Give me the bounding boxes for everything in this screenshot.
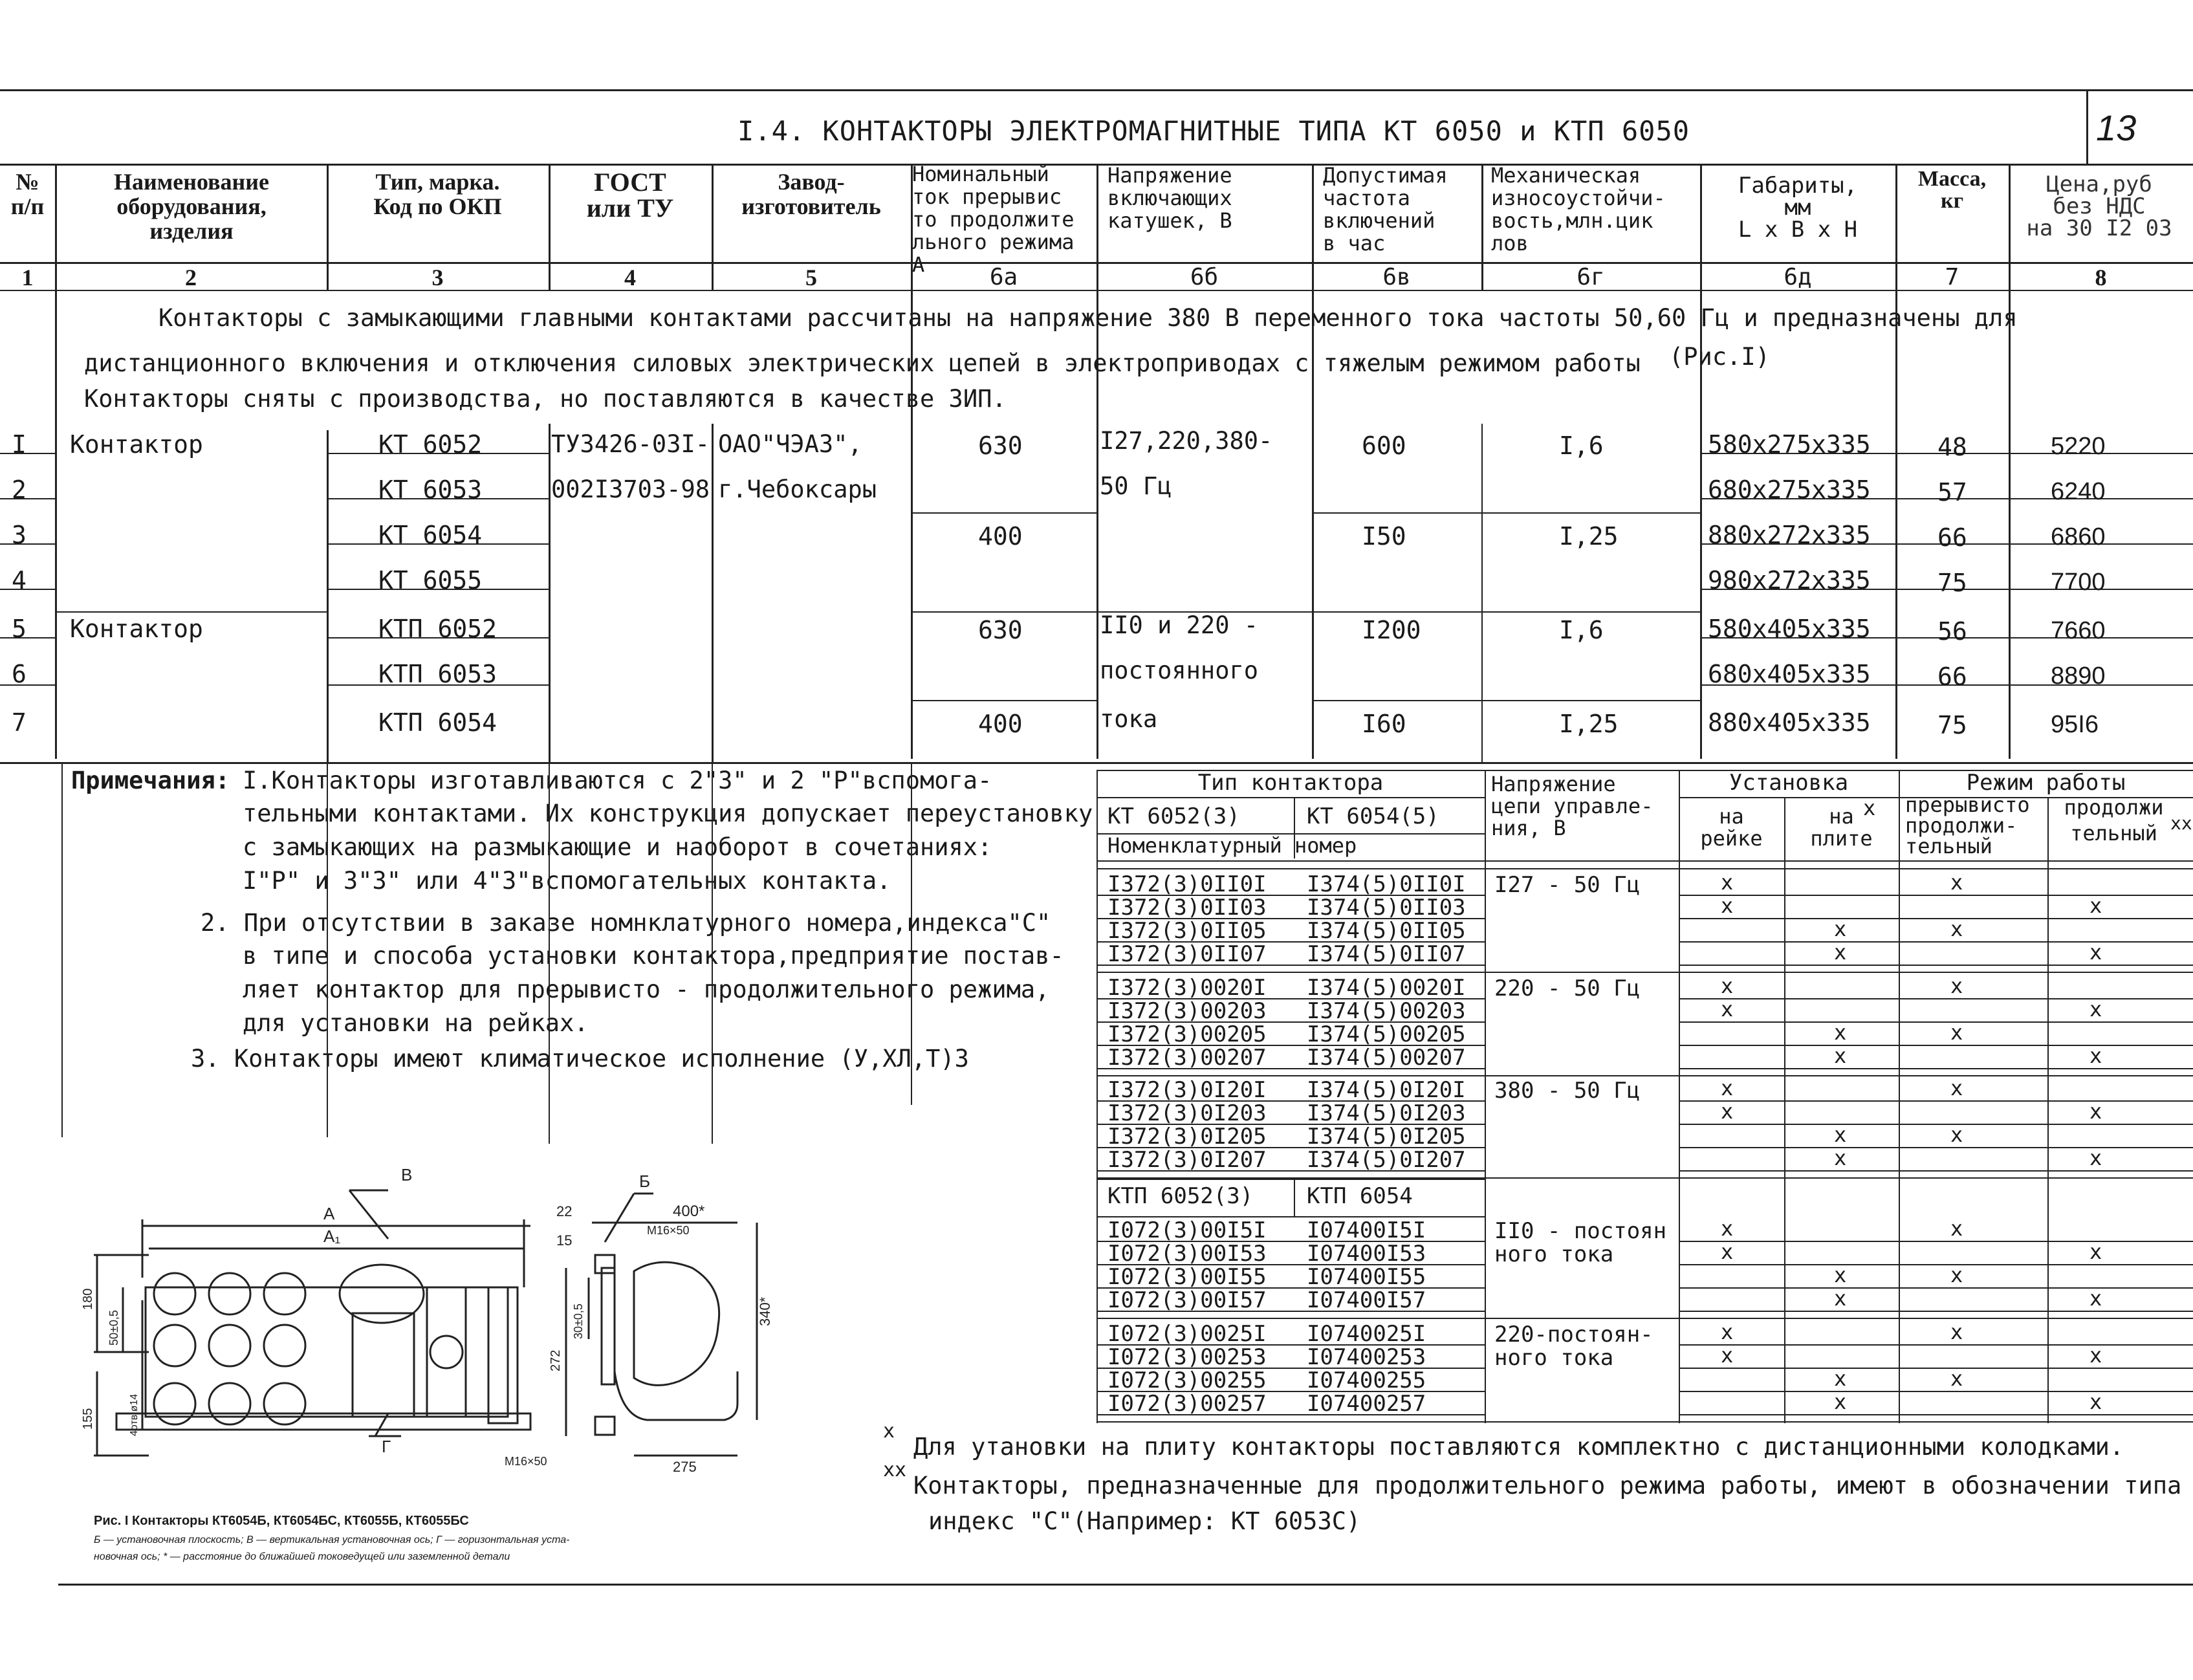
rt-nomenclature-a: I372(3)0I205 xyxy=(1107,1124,1267,1150)
row-mass: 75 xyxy=(1937,569,1967,597)
row-dimensions: 580x275x335 xyxy=(1708,430,1871,459)
rt-mark: x xyxy=(1721,1239,1734,1264)
header-maker: Завод- изготовитель xyxy=(741,169,881,219)
rt-row-line xyxy=(1679,918,2193,919)
rt-mark: x xyxy=(1950,1020,1963,1045)
row-voltage: постоянного xyxy=(1100,657,1259,684)
rt-header-continuous-mark: xx xyxy=(2170,813,2192,834)
row-line xyxy=(1312,700,1700,701)
intro-line-2: дистанционного включения и отключения силовых электрических цепей в электроприводах с тяжелым режимом работы xyxy=(84,349,1641,377)
fig-dim-400: 400* xyxy=(673,1203,705,1220)
rt-row-line xyxy=(1679,1124,2193,1125)
notes-label: Примечания: xyxy=(71,767,230,794)
row-dimensions: 880x272x335 xyxy=(1708,521,1871,549)
footnote-mark-1: x xyxy=(883,1420,895,1443)
rt-mark: x xyxy=(1950,1122,1963,1147)
rt-mark: x xyxy=(1834,1146,1847,1170)
rt-nomenclature-a: I072(3)00I55 xyxy=(1107,1264,1267,1290)
rt-group-separator xyxy=(1096,1421,2193,1423)
row-dimensions: 580x405x335 xyxy=(1708,615,1871,643)
row-type: КТ 6055 xyxy=(378,566,483,595)
row-voltage: II0 и 220 - xyxy=(1100,611,1259,639)
rt-row-line xyxy=(1679,941,2193,943)
fig-label-a1: А₁ xyxy=(323,1227,341,1246)
rt-mark: x xyxy=(1721,1076,1734,1100)
page-number: 13 xyxy=(2096,107,2137,148)
rt-header-plate-mark: x xyxy=(1863,796,1876,820)
row-mechanical: I,6 xyxy=(1559,616,1604,644)
header-price: Цена,руб без НДС на 30 I2 03 xyxy=(2026,171,2172,241)
rt-mark: x xyxy=(1834,1366,1847,1391)
rt-mark: x xyxy=(2089,1239,2102,1264)
rt-mark: x xyxy=(1721,974,1734,998)
rt-row-line xyxy=(1096,1311,1485,1312)
figure-caption-title: Рис. I Контакторы КТ6054Б, КТ6054БС, КТ6055Б, КТ6055БС xyxy=(94,1514,469,1528)
note-line-6: в типе и способа установки контактора,предприятие постав- xyxy=(243,942,1064,970)
rt-nomenclature-b: I374(5)0020I xyxy=(1307,975,1466,1001)
row-price: 8890 xyxy=(2051,662,2106,690)
fig-dim-340: 340* xyxy=(757,1296,773,1326)
fig-dim-50: 50±0,5 xyxy=(107,1310,120,1346)
row-voltage: 50 Гц xyxy=(1100,472,1172,500)
top-border xyxy=(0,89,2193,91)
rt-group-separator xyxy=(1096,1177,2193,1179)
header-type: Тип, марка. Код по ОКП xyxy=(373,169,502,219)
row-gost: 002I3703-98 xyxy=(551,475,710,503)
row-line xyxy=(0,637,55,638)
rt-nomenclature-a: I372(3)0020I xyxy=(1107,975,1267,1001)
rt-nomenclature-b: I374(5)00205 xyxy=(1307,1021,1466,1047)
rt-mark: x xyxy=(1950,917,1963,941)
page-number-divider xyxy=(2086,89,2088,164)
colnum-6d: 6д xyxy=(1784,264,1812,290)
header-dimensions: Габариты, мм L x B x H xyxy=(1738,173,1858,243)
row-dimensions: 880x405x335 xyxy=(1708,708,1871,737)
row-mechanical: I,25 xyxy=(1559,710,1619,738)
row-name: Контактор xyxy=(70,615,203,643)
rt-mark: x xyxy=(1721,870,1734,895)
row-price: 7660 xyxy=(2051,617,2106,644)
rt-row-line xyxy=(1679,1045,2193,1046)
rt-nomenclature-b: I374(5)0II03 xyxy=(1307,895,1466,921)
rt-nomenclature-a: I372(3)00207 xyxy=(1107,1045,1267,1071)
rt-nomenclature-b: I374(5)0II07 xyxy=(1307,941,1466,967)
main-table-bottom-line xyxy=(0,762,2193,764)
colnum-2: 2 xyxy=(185,265,197,290)
row-mass: 66 xyxy=(1937,662,1967,691)
note-line-4: I"Р" и 3"3" или 4"3"вспомогательных контакта. xyxy=(243,867,891,895)
rt-nomenclature-b: I374(5)0I20I xyxy=(1307,1077,1466,1103)
rt-row-line xyxy=(1096,1170,1485,1172)
row-line xyxy=(0,543,55,545)
rt-mark: x xyxy=(2089,1390,2102,1414)
fig-label-a: А xyxy=(323,1204,335,1223)
rt-row-line xyxy=(1096,965,1485,966)
row-price: 7700 xyxy=(2051,569,2106,596)
rt-row-line xyxy=(1679,1264,2193,1265)
rt-mark: x xyxy=(1721,893,1734,918)
rt-nomenclature-a: I072(3)00257 xyxy=(1107,1391,1267,1417)
rt-mark: x xyxy=(1721,997,1734,1021)
rt-mark: x xyxy=(1950,1216,1963,1241)
rt-nomenclature-a: I372(3)0I207 xyxy=(1107,1147,1267,1173)
rt-header-installation: Установка xyxy=(1729,770,1849,796)
rt-row-line xyxy=(1679,1344,2193,1346)
figure-caption-line-1: Б — установочная плоскость; В — вертикальная установочная ось; Г — горизонтальная уста- xyxy=(94,1534,570,1545)
rt-group-voltage: I27 - 50 Гц xyxy=(1494,872,1641,898)
note-line-1: I.Контакторы изготавливаются с 2"3" и 2 "Р"вспомога- xyxy=(243,767,992,794)
row-line xyxy=(0,453,55,454)
fig-label-g: Г xyxy=(382,1437,391,1456)
rt-mark: x xyxy=(1721,1343,1734,1368)
row-mechanical: I,6 xyxy=(1559,431,1604,460)
rt-mark: x xyxy=(2089,1343,2102,1368)
fig-dim-15: 15 xyxy=(556,1232,573,1249)
row-voltage: тока xyxy=(1100,705,1158,733)
row-price: 95I6 xyxy=(2051,711,2099,738)
intro-figure-ref: (Рис.I) xyxy=(1669,343,1770,371)
rt-mark: x xyxy=(1721,1320,1734,1344)
rt-nomenclature-b: I374(5)00203 xyxy=(1307,998,1466,1024)
row-line xyxy=(911,512,1096,514)
rt-header-plate: на плите xyxy=(1810,804,1873,851)
rt-nomenclature-a: I072(3)00253 xyxy=(1107,1344,1267,1370)
colnum-8: 8 xyxy=(2095,265,2107,290)
contactor-drawing xyxy=(78,1158,822,1481)
row-price: 6240 xyxy=(2051,478,2106,505)
colnum-7: 7 xyxy=(1945,264,1959,290)
rt-nomenclature-b: I0740025I xyxy=(1307,1321,1426,1347)
rt-mark: x xyxy=(1721,1099,1734,1124)
rt-mark: x xyxy=(1834,1043,1847,1068)
rt-mark: x xyxy=(1950,974,1963,998)
row-type: КТП 6054 xyxy=(378,708,497,737)
row-price: 6860 xyxy=(2051,523,2106,551)
rt-row-line xyxy=(1679,1391,2193,1392)
row-mass: 66 xyxy=(1937,523,1967,552)
rt-mark: x xyxy=(1950,870,1963,895)
row-divider xyxy=(549,424,551,762)
rt-sub-ktp6052: КТП 6052(3) xyxy=(1107,1183,1254,1209)
fig-label-base: Б xyxy=(639,1172,651,1191)
note-line-7: ляет контактор для прерывисто - продолжительного режима, xyxy=(243,976,1050,1003)
rt-nomenclature-b: I07400I55 xyxy=(1307,1264,1426,1290)
row-mass: 48 xyxy=(1937,433,1967,461)
fig-dim-155: 155 xyxy=(81,1408,95,1430)
fig-dim-4otv: 4отв.ø14 xyxy=(129,1393,140,1436)
row-number: 7 xyxy=(12,708,27,737)
colnum-4: 4 xyxy=(624,265,636,290)
row-line xyxy=(55,611,327,613)
row-number: I xyxy=(12,430,27,459)
rt-sub-ktp6054: КТП 6054 xyxy=(1307,1183,1413,1209)
colnum-3: 3 xyxy=(431,265,444,290)
rt-nomenclature-b: I07400257 xyxy=(1307,1391,1426,1417)
row-dimensions: 980x272x335 xyxy=(1708,566,1871,595)
rt-header-rail: на рейке xyxy=(1700,804,1763,851)
rt-row-line xyxy=(1679,998,2193,999)
row-type: КТ 6052 xyxy=(378,430,483,459)
rt-row-line xyxy=(1679,1170,2193,1172)
colnum-6v: 6в xyxy=(1382,264,1411,290)
rt-nomenclature-b: I07400I53 xyxy=(1307,1241,1426,1267)
note-line-2: тельными контактами. Их конструкция допускает переустановку xyxy=(243,800,1093,827)
row-current: 400 xyxy=(978,522,1023,551)
rt-group-separator xyxy=(1096,972,2193,973)
row-maker: г.Чебоксары xyxy=(718,475,877,503)
rt-mark: x xyxy=(2089,940,2102,965)
rt-row-line xyxy=(1096,1068,1485,1069)
rt-nomenclature-a: I072(3)00I57 xyxy=(1107,1287,1267,1313)
rt-header-mode: Режим работы xyxy=(1966,770,2126,796)
fig-dim-m16-bottom: M16×50 xyxy=(505,1455,547,1468)
row-type: КТП 6053 xyxy=(378,660,497,688)
rt-row-line xyxy=(1679,1021,2193,1023)
header-gost: ГОСТ или ТУ xyxy=(586,168,674,223)
row-maker: ОАО"ЧЭАЗ", xyxy=(718,430,862,458)
rt-nomenclature-a: I372(3)0II05 xyxy=(1107,918,1267,944)
row-mechanical: I,25 xyxy=(1559,522,1619,551)
rt-mark: x xyxy=(1950,1366,1963,1391)
note-line-5: 2. При отсутствии в заказе номнклатурного номера,индекса"С" xyxy=(201,909,1051,937)
rt-mark: x xyxy=(2089,893,2102,918)
rt-header-type: Тип контактора xyxy=(1197,770,1384,796)
rt-row-line xyxy=(1096,1414,1485,1415)
note-line-9: 3. Контакторы имеют климатическое исполнение (У,ХЛ,Т)3 xyxy=(191,1045,969,1073)
rt-header-continuous: продолжи тельный xyxy=(2064,795,2164,845)
rt-nomenclature-b: I07400255 xyxy=(1307,1368,1426,1393)
rt-group-separator xyxy=(1096,1075,2193,1076)
header-mass: Масса, кг xyxy=(1917,167,1987,213)
rt-mark: x xyxy=(2089,1099,2102,1124)
rt-nomenclature-b: I374(5)0I203 xyxy=(1307,1100,1466,1126)
header-voltage: Напряжение включающих катушек, В xyxy=(1107,163,1232,233)
rt-header-kt6052: КТ 6052(3) xyxy=(1107,803,1240,829)
rt-group-voltage: 220-постоян- ного тока xyxy=(1494,1322,1653,1371)
colnum-6a: 6а xyxy=(989,264,1018,290)
rt-row-line xyxy=(1679,965,2193,966)
rt-mark: x xyxy=(1950,1076,1963,1100)
note-line-8: для установки на рейках. xyxy=(243,1009,589,1037)
row-frequency: 600 xyxy=(1362,431,1406,460)
rt-mark: x xyxy=(1834,1263,1847,1287)
rt-group-voltage: 220 - 50 Гц xyxy=(1494,976,1641,1001)
rt-nomenclature-b: I374(5)0II0I xyxy=(1307,871,1466,897)
fig-dim-m16-top: M16×50 xyxy=(647,1224,690,1237)
row-number: 6 xyxy=(12,660,27,688)
rt-nomenclature-a: I372(3)0I203 xyxy=(1107,1100,1267,1126)
header-current: Номинальный ток прерывис то продолжите льного режима А xyxy=(912,162,1075,277)
row-line xyxy=(1312,512,1700,514)
rt-nomenclature-b: I374(5)0II05 xyxy=(1307,918,1466,944)
fig-dim-30: 30±0,5 xyxy=(572,1304,585,1339)
rt-row-line xyxy=(1679,1100,2193,1102)
rt-nomenclature-a: I372(3)0II03 xyxy=(1107,895,1267,921)
fig-dim-275: 275 xyxy=(673,1459,697,1475)
colnum-6b: 6б xyxy=(1190,264,1219,290)
row-line xyxy=(1312,611,1700,613)
rt-nomenclature-b: I374(5)0I205 xyxy=(1307,1124,1466,1150)
row-number: 2 xyxy=(12,475,27,504)
rt-nomenclature-a: I372(3)0I20I xyxy=(1107,1077,1267,1103)
rt-group-voltage: II0 - постоян ного тока xyxy=(1494,1218,1667,1267)
row-divider xyxy=(1481,424,1483,762)
rt-nomenclature-b: I07400253 xyxy=(1307,1344,1426,1370)
rt-mark: x xyxy=(1834,1390,1847,1414)
rt-mark: x xyxy=(2089,1043,2102,1068)
rt-row-line xyxy=(1679,1414,2193,1415)
row-mass: 56 xyxy=(1937,617,1967,646)
fig-dim-180: 180 xyxy=(81,1288,95,1310)
rt-nomenclature-a: I072(3)00255 xyxy=(1107,1368,1267,1393)
page-title: I.4. КОНТАКТОРЫ ЭЛЕКТРОМАГНИТНЫЕ ТИПА КТ 6050 и КТП 6050 xyxy=(737,115,1690,147)
rt-row-line xyxy=(1679,1311,2193,1312)
rt-row-line xyxy=(1679,1147,2193,1148)
rt-nomenclature-a: I372(3)00203 xyxy=(1107,998,1267,1024)
rt-nomenclature-b: I374(5)00207 xyxy=(1307,1045,1466,1071)
footnote-3: индекс "С"(Например: КТ 6053С) xyxy=(928,1507,1361,1535)
row-divider xyxy=(712,424,714,762)
rt-nomenclature-a: I072(3)00I53 xyxy=(1107,1241,1267,1267)
rt-row-line xyxy=(1679,1368,2193,1369)
rt-nomenclature-b: I07400I57 xyxy=(1307,1287,1426,1313)
rt-header-nomenclature: Номенклатурный номер xyxy=(1107,833,1357,858)
intro-line-1: Контакторы с замыкающими главными контактами рассчитаны на напряжение 380 В переменного тока частоты 50,60 Гц и предназначены для xyxy=(158,304,2018,332)
rt-nomenclature-b: I07400I5I xyxy=(1307,1217,1426,1243)
row-current: 630 xyxy=(978,431,1023,460)
rt-nomenclature-a: I072(3)00I5I xyxy=(1107,1217,1267,1243)
header-mechanical: Механическая износоустойчи- вость,млн.цик лов xyxy=(1491,163,1666,256)
rt-header-intermittent: прерывисто продолжи- тельный xyxy=(1905,792,2030,858)
footnote-mark-2: xx xyxy=(883,1459,907,1481)
rt-mark: x xyxy=(2089,997,2102,1021)
rt-nomenclature-a: I372(3)0II07 xyxy=(1107,941,1267,967)
row-type: КТ 6054 xyxy=(378,521,483,549)
colnum-6g: 6г xyxy=(1577,264,1605,290)
fig-dim-22: 22 xyxy=(556,1203,573,1219)
rt-header-kt6054: КТ 6054(5) xyxy=(1307,803,1439,829)
rt-mark: x xyxy=(1834,1020,1847,1045)
rt-header-voltage: Напряжение цепи управле- ния, В xyxy=(1491,772,1653,840)
header-frequency: Допустимая частота включений в час xyxy=(1323,163,1448,256)
row-name: Контактор xyxy=(70,430,203,459)
row-line xyxy=(0,684,55,686)
rt-nomenclature-a: I372(3)00205 xyxy=(1107,1021,1267,1047)
rt-mark: x xyxy=(1950,1263,1963,1287)
rt-nomenclature-a: I072(3)0025I xyxy=(1107,1321,1267,1347)
rt-mark: x xyxy=(1834,940,1847,965)
header-name: Наименование оборудования, изделия xyxy=(114,169,269,244)
row-dimensions: 680x275x335 xyxy=(1708,475,1871,504)
row-number: 4 xyxy=(12,566,27,595)
rt-group-separator xyxy=(1096,1318,2193,1319)
note-line-3: с замыкающих на размыкающие и наоборот в сочетаниях: xyxy=(243,833,992,861)
row-current: 630 xyxy=(978,616,1023,644)
row-voltage: I27,220,380- xyxy=(1100,427,1273,455)
rt-row-line xyxy=(1679,1287,2193,1289)
bottom-border xyxy=(58,1584,2193,1586)
row-type: КТП 6052 xyxy=(378,615,497,643)
fig-dim-272: 272 xyxy=(549,1349,563,1371)
row-frequency: I50 xyxy=(1362,522,1406,551)
row-line xyxy=(0,589,55,590)
row-number: 3 xyxy=(12,521,27,549)
rt-mark: x xyxy=(2089,1286,2102,1311)
intro-line-3: Контакторы сняты с производства, но поставляются в качестве ЗИП. xyxy=(84,385,1007,413)
row-gost: ТУ3426-03I- xyxy=(551,430,710,458)
row-line xyxy=(911,611,1096,613)
rt-mark: x xyxy=(1834,1286,1847,1311)
header-number: № п/п xyxy=(10,169,45,219)
row-mass: 57 xyxy=(1937,478,1967,507)
figure-caption-line-2: новочная ось; * — расстояние до ближайшей токоведущей или заземленной детали xyxy=(94,1551,510,1562)
rt-row-line xyxy=(1679,1241,2193,1242)
row-frequency: I200 xyxy=(1362,616,1421,644)
row-frequency: I60 xyxy=(1362,710,1406,738)
rt-nomenclature-a: I372(3)0II0I xyxy=(1107,871,1267,897)
rt-nomenclature-b: I374(5)0I207 xyxy=(1307,1147,1466,1173)
row-line xyxy=(0,498,55,499)
rt-mark: x xyxy=(2089,1146,2102,1170)
row-type: КТ 6053 xyxy=(378,475,483,504)
rt-row-line xyxy=(1679,1068,2193,1069)
rt-group-voltage: 380 - 50 Гц xyxy=(1494,1078,1641,1104)
rt-mark: x xyxy=(1834,1122,1847,1147)
row-price: 5220 xyxy=(2051,433,2106,460)
row-dimensions: 680x405x335 xyxy=(1708,660,1871,688)
footnote-2: Контакторы, предназначенные для продолжительного режима работы, имеют в обозначении типа xyxy=(913,1472,2182,1500)
row-line xyxy=(911,700,1096,701)
rt-mark: x xyxy=(1721,1216,1734,1241)
colnum-1: 1 xyxy=(21,265,34,290)
fig-label-b: В xyxy=(401,1165,413,1184)
rt-mark: x xyxy=(1950,1320,1963,1344)
rt-mark: x xyxy=(1834,917,1847,941)
colnum-5: 5 xyxy=(805,265,817,290)
footnote-1: Для утановки на плиту контакторы поставляются комплектно с дистанционными колодками. xyxy=(913,1433,2124,1461)
rt-row-line xyxy=(1679,895,2193,896)
row-current: 400 xyxy=(978,710,1023,738)
row-mass: 75 xyxy=(1937,711,1967,739)
row-divider xyxy=(327,430,329,762)
row-number: 5 xyxy=(12,615,27,643)
